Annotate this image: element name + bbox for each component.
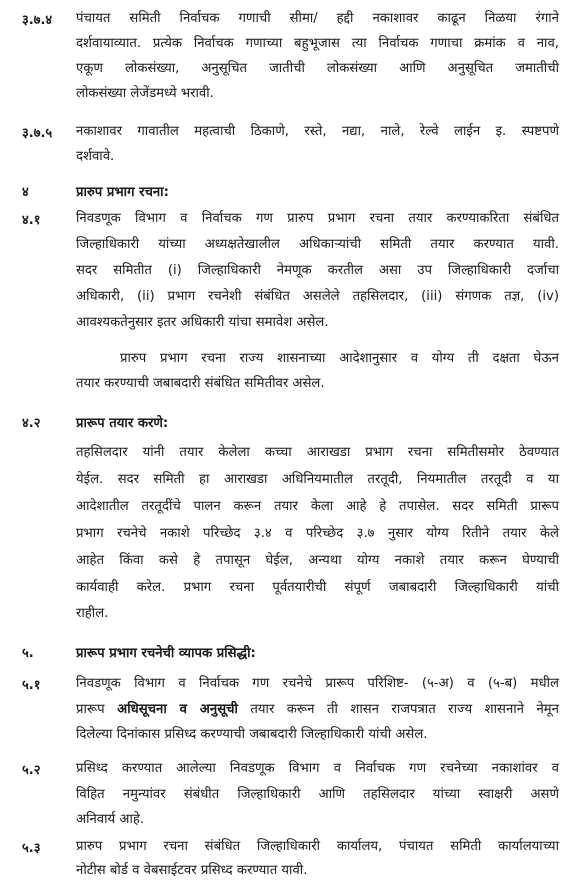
paragraph-line: दर्शवायाव्यात. प्रत्येक निर्वाचक गणाच्या बहुभूजास त्या निर्वाचक गणाचा क्रमांक व नाव, bbox=[76, 36, 559, 51]
paragraph-line: तहसिलदार यांनी तयार केलेला कच्चा आराखडा प्रभाग रचना समितीसमोर ठेवण्यात bbox=[76, 445, 559, 460]
paragraph-line: जिल्हाधिकारी यांच्या अध्यक्षतेखालील अधिकाऱ्यांची समिती तयार करण्यात यावी. bbox=[76, 237, 559, 252]
paragraph-line: नकाशावर गावातील महत्वाची ठिकाणे, रस्ते, नद्या, नाले, रेल्वे लाईन इ. स्पष्टपणे bbox=[76, 124, 559, 139]
paragraph-line: विहित नमुन्यांवर संबंधीत जिल्हाधिकारी आणि तहसिलदार यांच्या स्वाक्षरी असणे bbox=[76, 787, 559, 802]
section-heading: प्रारुप प्रभाग रचना: bbox=[76, 185, 169, 200]
section-number: ४ bbox=[22, 185, 29, 200]
paragraph-line: दिलेल्या दिनांकास प्रसिध्द करण्याची जबाबदारी जिल्हाधिकारी यांची असेल. bbox=[76, 727, 428, 742]
text-run: तयार करून ती शासन राजपत्रात राज्य शासनाने नेमून bbox=[237, 702, 559, 717]
section-number: ४.१ bbox=[22, 213, 41, 228]
section-number: ३.७.४ bbox=[22, 13, 53, 28]
paragraph-line: प्रसिध्द करण्यात आलेल्या निवडणूक विभाग व निर्वाचक गण रचनेच्या नकाशांवर व bbox=[76, 761, 559, 776]
paragraph-line: प्रभाग रचनेचे नकाशे परिच्छेद ३.४ व परिच्छेद ३.७ नुसार योग्य रितीने तयार केले bbox=[76, 526, 559, 541]
section-number: ५.१ bbox=[22, 678, 41, 693]
section-number: ५.२ bbox=[22, 763, 41, 778]
paragraph-line: सदर समितीत (i) जिल्हाधिकारी नेमणूक करतील असा उप जिल्हाधिकारी दर्जाचा bbox=[76, 263, 559, 278]
paragraph-line: अधिकारी, (ii) प्रभाग रचनेशी संबंधित असलेले तहसिलदार, (iii) संगणक तज्ञ, (iv) bbox=[76, 289, 559, 304]
section-number: ५. bbox=[22, 646, 34, 661]
paragraph-line bbox=[76, 699, 559, 721]
paragraph-line: प्रारुप प्रभाग रचना संबंधित जिल्हाधिकारी कार्यालय, पंचायत समिती कार्यालयाच्या bbox=[76, 839, 559, 854]
paragraph-line: आदेशातील तरतूदींचे पालन करून तयार केला आहे हे तपासेल. सदर समिती प्रारूप bbox=[76, 499, 559, 514]
paragraph-line: निवडणूक विभाग व निर्वाचक गण प्रारुप प्रभाग रचना तयार करण्याकरिता संबंधित bbox=[76, 211, 559, 226]
bold-text: अधिसूचना व अनुसूची bbox=[117, 702, 238, 717]
paragraph-line: प्रारुप प्रभाग रचना राज्य शासनाच्या आदेशानुसार व योग्य ती दक्षता घेऊन bbox=[120, 351, 559, 366]
section-heading: प्रारूप प्रभाग रचनेची व्यापक प्रसिद्धी: bbox=[76, 646, 256, 661]
paragraph-line: राहील. bbox=[76, 606, 109, 621]
paragraph-line: आवश्यकतेनुसार इतर अधिकारी यांचा समावेश असेल. bbox=[76, 315, 329, 330]
paragraph-line: निवडणूक विभाग व निर्वाचक गण रचनेचे प्रारूप परिशिष्ट- (५-अ) व (५-ब) मधील bbox=[76, 676, 559, 691]
paragraph-line: आहेत किंवा कसे हे तपासून घेईल, अन्यथा योग्य नकाशे तयार करून घेण्याची bbox=[76, 553, 559, 568]
paragraph-line: लोकसंख्या लेजेंडमध्ये भरावी. bbox=[76, 86, 214, 101]
text-run: प्रारूप bbox=[76, 702, 118, 717]
paragraph-line: अनिवार्य आहे. bbox=[76, 812, 145, 827]
section-number: ५.३ bbox=[22, 841, 41, 856]
paragraph-line: दर्शवावे. bbox=[76, 149, 115, 164]
section-number: ३.७.५ bbox=[22, 126, 53, 141]
paragraph-line: एकूण लोकसंख्या, अनुसूचित जातीची लोकसंख्या आणि अनुसूचित जमातीची bbox=[76, 61, 559, 76]
section-heading: प्रारूप तयार करणे: bbox=[76, 416, 169, 431]
section-number: ४.२ bbox=[22, 416, 41, 431]
paragraph-line: येईल. सदर समिती हा आराखडा अधिनियमातील तरतूदी, नियमातील तरतूदी व या bbox=[76, 472, 559, 487]
paragraph-line: नोटीस बोर्ड व वेबसाईटवर प्रसिध्द करण्यात यावी. bbox=[76, 863, 308, 878]
paragraph-line: तयार करण्याची जबाबदारी संबंधित समितीवर असेल. bbox=[76, 376, 325, 391]
paragraph-line: पंचायत समिती निर्वाचक गणाची सीमा/ हद्दी नकाशावर काढून निळया रंगाने bbox=[76, 11, 559, 26]
paragraph-line: कार्यवाही करेल. प्रभाग रचना पूर्वतयारीची संपूर्ण जबाबदारी जिल्हाधिकारी यांची bbox=[76, 580, 559, 595]
